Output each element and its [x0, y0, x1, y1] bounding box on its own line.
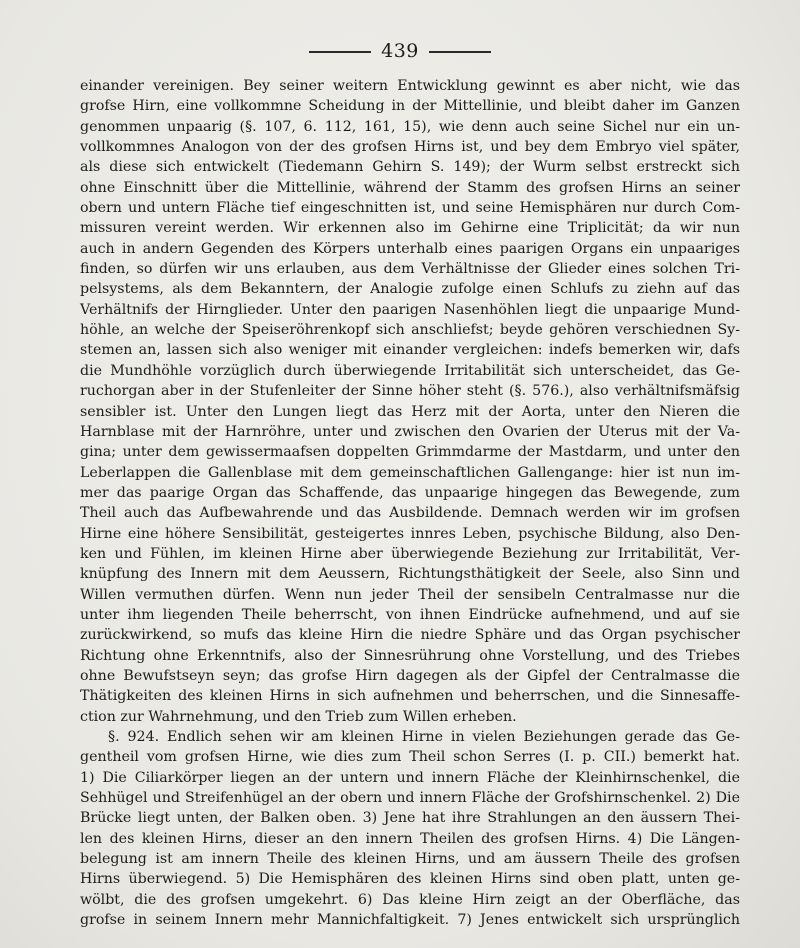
text-line: Theil auch das Aufbewahrende und das Ausbildende. Demnach werden wir im grofsen: [80, 505, 740, 522]
text-line: als diese sich entwickelt (Tiedemann Gehirn S. 149); der Wurm selbst erstreckt sich: [80, 159, 740, 176]
text-line: stemen an, lassen sich also weniger mit einander vergleichen: indefs bemerken wir, dafs: [80, 342, 740, 359]
text-line: missuren vereint werden. Wir erkennen also im Gehirne eine Triplicität; da wir nun: [80, 220, 740, 237]
text-line: sensibler ist. Unter den Lungen liegt das Herz mit der Aorta, unter den Nieren die: [80, 403, 740, 420]
text-line: len des kleinen Hirns, dieser an den innern Theilen des grofsen Hirns. 4) Die Längen-: [80, 830, 740, 847]
text-line: Hirne eine höhere Sensibilität, gesteigertes innres Leben, psychische Bildung, also Den-: [80, 525, 740, 542]
text-line: pelsystems, als dem Bekanntern, der Analogie zufolge einen Schlufs zu ziehn auf das: [80, 281, 740, 298]
text-line: die Mundhöhle vorzüglich durch überwiegende Irritabilität sich unterscheidet, das Ge-: [80, 362, 740, 379]
text-line: ohne Einschnitt über die Mittellinie, während der Stamm des grofsen Hirns an seiner: [80, 179, 740, 196]
text-line: höhle, an welche der Speiseröhrenkopf sich anschliefst; beyde gehören verschiednen Sy-: [80, 322, 740, 339]
text-line: knüpfung des Innern mit dem Aeussern, Richtungsthätigkeit der Seele, also Sinn und: [80, 566, 740, 583]
text-line: Verhältnifs der Hirnglieder. Unter den paarigen Nasenhöhlen liegt die unpaarige Mund-: [80, 301, 740, 318]
text-line: ohne Bewufstseyn seyn; das grofse Hirn dagegen als der Gipfel der Centralmasse die: [80, 667, 740, 684]
header-rule-right: [429, 51, 491, 53]
text-line: belegung ist am innern Theile des kleinen Hirns, und am äussern Theile des grofsen: [80, 851, 740, 868]
text-line: ken und Fühlen, im kleinen Hirne aber überwiegende Beziehung zur Irritabilität, Ver-: [80, 545, 740, 562]
text-line: einander vereinigen. Bey seiner weitern Entwicklung gewinnt es aber nicht, wie das: [80, 78, 740, 94]
text-line-section-start: §. 924. Endlich sehen wir am kleinen Hirne in vielen Beziehungen gerade das Ge-: [108, 729, 740, 745]
text-line: zurückwirkend, so mufs das kleine Hirn die niedre Sphäre und das Organ psychischer: [80, 627, 740, 644]
text-line: Richtung ohne Erkenntnifs, also der Sinnesrührung ohne Vorstellung, und des Triebes: [80, 647, 740, 664]
text-line: obern und untern Fläche tief eingeschnitten ist, und seine Hemisphären nur durch Com-: [80, 200, 740, 217]
text-line: 1) Die Ciliarkörper liegen an der untern und innern Fläche der Kleinhirnschenkel, die: [80, 769, 740, 786]
header-rule-left: [309, 51, 371, 53]
text-line: auch in andern Gegenden des Körpers unterhalb eines paarigen Organs ein unpaariges: [80, 240, 740, 257]
page-header: [0, 40, 800, 62]
text-line: gina; unter dem gewissermaafsen doppelten Grimmdarme der Mastdarm, und unter den: [80, 444, 740, 461]
text-line: grofse Hirn, eine vollkommne Scheidung in der Mittellinie, und bleibt daher im Ganzen: [80, 98, 740, 115]
text-line: Thätigkeiten des kleinen Hirns in sich aufnehmen und beherrschen, und die Sinnesaffe-: [80, 688, 740, 705]
text-line: vollkommnes Analogon von der des grofsen Hirns ist, und bey dem Embryo viel später,: [80, 139, 740, 156]
text-line-paragraph-end: ction zur Wahrnehmung, und den Trieb zum Willen erheben.: [80, 708, 517, 725]
text-line: Hirns überwiegend. 5) Die Hemisphären des kleinen Hirns sind oben platt, unten ge-: [80, 871, 740, 888]
text-line: gentheil vom grofsen Hirne, wie dies zum Theil schon Serres (I. p. CII.) bemerkt hat.: [80, 749, 740, 766]
text-line: Sehhügel und Streifenhügel an der obern und innern Fläche der Grofshirnschenkel. 2) Die: [80, 790, 740, 807]
page-number: 439: [381, 40, 419, 62]
text-line: Harnblase mit der Harnröhre, unter und zwischen den Ovarien der Uterus mit der Va-: [80, 423, 740, 440]
text-line: Leberlappen die Gallenblase mit dem gemeinschaftlichen Gallengange: hier ist nun im-: [80, 464, 740, 481]
text-line: genommen unpaarig (§. 107, 6. 112, 161, 15), wie denn auch seine Sichel nur ein un-: [80, 118, 740, 135]
page-body-text: [80, 76, 740, 930]
text-line: finden, so dürfen wir uns erlauben, aus dem Verhältnisse der Glieder eines solchen Tri-: [80, 261, 740, 278]
text-line: unter ihm liegenden Theile beherrscht, von ihnen Eindrücke aufnehmend, und auf sie: [80, 606, 740, 623]
text-line: grofse in seinem Innern mehr Mannichfaltigkeit. 7) Jenes entwickelt sich ursprünglich: [80, 912, 740, 929]
text-line: Brücke liegt unten, der Balken oben. 3) Jene hat ihre Strahlungen an den äussern Thei-: [80, 810, 740, 827]
text-line: ruchorgan aber in der Stufenleiter der Sinne höher steht (§. 576.), also verhältnifsmäfsig: [80, 383, 740, 400]
text-line: mer das paarige Organ das Schaffende, das unpaarige hingegen das Bewegende, zum: [80, 484, 740, 501]
text-line: wölbt, die des grofsen umgekehrt. 6) Das kleine Hirn zeigt an der Oberfläche, das: [80, 891, 740, 908]
text-line: Willen vermuthen dürfen. Wenn nun jeder Theil der sensibeln Centralmasse nur die: [80, 586, 740, 603]
